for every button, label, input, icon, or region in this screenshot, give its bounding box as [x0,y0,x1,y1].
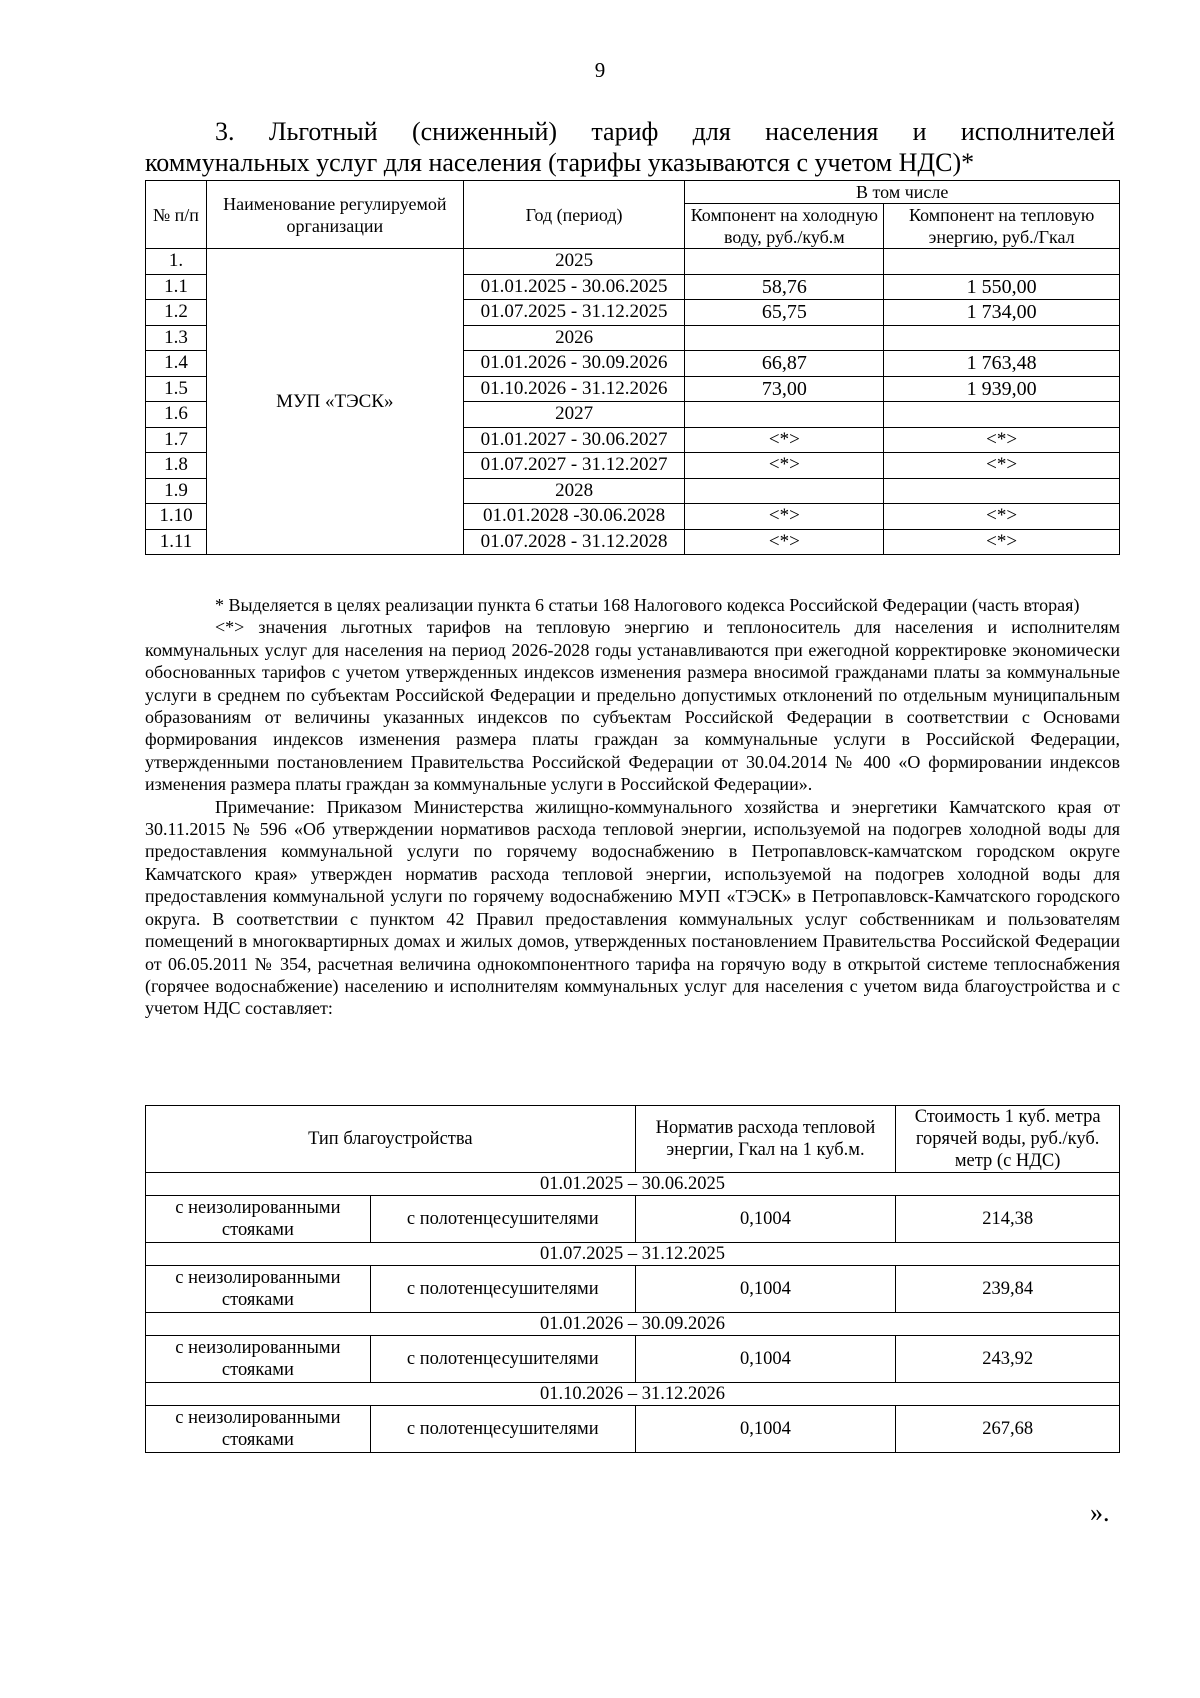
row-water: 58,76 [685,274,884,300]
row-num: 1.4 [146,351,207,377]
period-label: 01.07.2025 – 31.12.2025 [146,1243,1120,1266]
row-num: 1.7 [146,427,207,453]
row-heat: <*> [884,453,1120,479]
cost-value: 243,92 [896,1336,1120,1383]
row-heat [884,249,1120,275]
table-row [146,1406,1120,1453]
row-water: <*> [685,529,884,555]
row-heat: 1 763,48 [884,351,1120,377]
period-row [146,1243,1120,1266]
type-towel-dryers: с полотенцесушителями [370,1266,635,1313]
type-risers: с неизолированными стояками [146,1336,371,1383]
type-towel-dryers: с полотенцесушителями [370,1406,635,1453]
period-label: 01.01.2026 – 30.09.2026 [146,1313,1120,1336]
row-num: 1.3 [146,325,207,351]
row-period: 01.07.2025 - 31.12.2025 [463,300,685,326]
cost-value: 214,38 [896,1196,1120,1243]
row-water: <*> [685,504,884,530]
table-row [146,1196,1120,1243]
row-period: 01.01.2028 -30.06.2028 [463,504,685,530]
row-heat: <*> [884,427,1120,453]
header-period: Год (период) [463,181,685,249]
row-period: 01.07.2028 - 31.12.2028 [463,529,685,555]
type-risers: с неизолированными стояками [146,1406,371,1453]
type-risers: с неизолированными стояками [146,1196,371,1243]
row-water: <*> [685,427,884,453]
hot-water-table [145,1105,1120,1453]
header-num: № п/п [146,181,207,249]
row-heat [884,402,1120,428]
period-row [146,1313,1120,1336]
cost-value: 239,84 [896,1266,1120,1313]
footnote-star: * Выделяется в целях реализации пункта 6 статьи 168 Налогового кодекса Российской Федерации (часть вторая) [215,595,1080,615]
cost-value: 267,68 [896,1406,1120,1453]
row-period: 01.10.2026 - 31.12.2026 [463,376,685,402]
tariff-header-row-1 [146,181,1120,204]
norm-value: 0,1004 [635,1406,896,1453]
remark-paragraph: Примечание: Приказом Министерства жилищно-коммунального хозяйства и энергетики Камчатского края от 30.11.2015 № 596 «Об утверждении нормативов расхода тепловой энергии, используемой на подогрев холодной воды для предоставления коммунальной услуги по горячему водоснабжению в Петропавловск-камчатском городском округе Камчатского края» утвержден норматив расхода тепловой энергии, используемой на подогрев холодной воды для предоставления коммунальной услуги по горячему водоснабжению МУП «ТЭСК» в Петропавловск-Камчатского городского округа. В соответствии с пунктом 42 Правил предоставления коммунальных услуг собственникам и пользователям помещений в многоквартирных домах и жилых домов, утвержденных постановлением Правительства Российской Федерации от 06.05.2011 № 354, расчетная величина однокомпонентного тарифа на горячую воду в открытой системе теплоснабжения (горячее водоснабжение) населению и исполнителям коммунальных услуг для населения с учетом вида благоустройства и с учетом НДС составляет: [145,796,1120,1019]
header-heat: Компонент на тепловую энергию, руб./Гкал [884,204,1120,249]
tariff-table [145,180,1120,555]
row-num: 1.11 [146,529,207,555]
row-period: 01.01.2027 - 30.06.2027 [463,427,685,453]
row-num: 1.9 [146,478,207,504]
row-num: 1.5 [146,376,207,402]
type-risers: с неизолированными стояками [146,1266,371,1313]
period-label: 01.01.2025 – 30.06.2025 [146,1173,1120,1196]
row-heat: 1 939,00 [884,376,1120,402]
period-row [146,1383,1120,1406]
row-num: 1.2 [146,300,207,326]
section-heading [145,116,1115,178]
header-org: Наименование регулируемой организации [206,181,463,249]
row-num: 1. [146,249,207,275]
row-period: 2027 [463,402,685,428]
type-towel-dryers: с полотенцесушителями [370,1336,635,1383]
notes-block [145,594,1120,1020]
type-towel-dryers: с полотенцесушителями [370,1196,635,1243]
row-water [685,325,884,351]
organization-name: МУП «ТЭСК» [206,249,463,555]
row-heat [884,325,1120,351]
row-period: 01.01.2025 - 30.06.2025 [463,274,685,300]
row-period: 2025 [463,249,685,275]
row-water [685,249,884,275]
norm-value: 0,1004 [635,1266,896,1313]
table-row [146,249,1120,275]
row-period: 2028 [463,478,685,504]
row-water: 66,87 [685,351,884,377]
closing-quote: ». [1090,1498,1110,1527]
heading-line-1: 3. Льготный (сниженный) тариф для населения и исполнителей [215,117,1115,146]
row-num: 1.8 [146,453,207,479]
header-norm: Норматив расхода тепловой энергии, Гкал на 1 куб.м. [635,1106,896,1173]
header-including: В том числе [685,181,1120,204]
row-num: 1.6 [146,402,207,428]
row-water [685,402,884,428]
norm-value: 0,1004 [635,1336,896,1383]
row-period: 2026 [463,325,685,351]
row-water: 73,00 [685,376,884,402]
footnote-angle: <*> значения льготных тарифов на тепловую энергию и теплоноситель для населения и исполнителям коммунальных услуг для населения на период 2026-2028 годы устанавливаются при ежегодной корректировке экономически обоснованных тарифов с учетом утвержденных индексов изменения размера вносимой гражданами платы за коммунальные услуги в среднем по субъектам Российской Федерации и предельно допустимых отклонений по отдельным муниципальным образованиям от величины указанных индексов по субъектам Российской Федерации в соответствии с Основами формирования индексов изменения размера платы граждан за коммунальные услуги в Российской Федерации, утвержденными постановлением Правительства Российской Федерации от 30.04.2014 № 400 «О формировании индексов изменения размера платы граждан за коммунальные услуги в Российской Федерации». [145,617,1120,795]
header-type: Тип благоустройства [146,1106,636,1173]
header-cold-water: Компонент на холодную воду, руб./куб.м [685,204,884,249]
row-num: 1.1 [146,274,207,300]
hot-water-header-row [146,1106,1120,1173]
row-period: 01.07.2027 - 31.12.2027 [463,453,685,479]
row-heat: <*> [884,504,1120,530]
row-heat: <*> [884,529,1120,555]
table-row [146,1266,1120,1313]
header-cost: Стоимость 1 куб. метра горячей воды, руб./куб. метр (с НДС) [896,1106,1120,1173]
row-period: 01.01.2026 - 30.09.2026 [463,351,685,377]
row-heat: 1 734,00 [884,300,1120,326]
row-water: <*> [685,453,884,479]
table-row [146,1336,1120,1383]
row-heat [884,478,1120,504]
page-number: 9 [594,58,606,82]
heading-line-2: коммунальных услуг для населения (тарифы указываются с учетом НДС)* [145,148,975,177]
period-row [146,1173,1120,1196]
row-water: 65,75 [685,300,884,326]
row-water [685,478,884,504]
row-num: 1.10 [146,504,207,530]
norm-value: 0,1004 [635,1196,896,1243]
period-label: 01.10.2026 – 31.12.2026 [146,1383,1120,1406]
row-heat: 1 550,00 [884,274,1120,300]
